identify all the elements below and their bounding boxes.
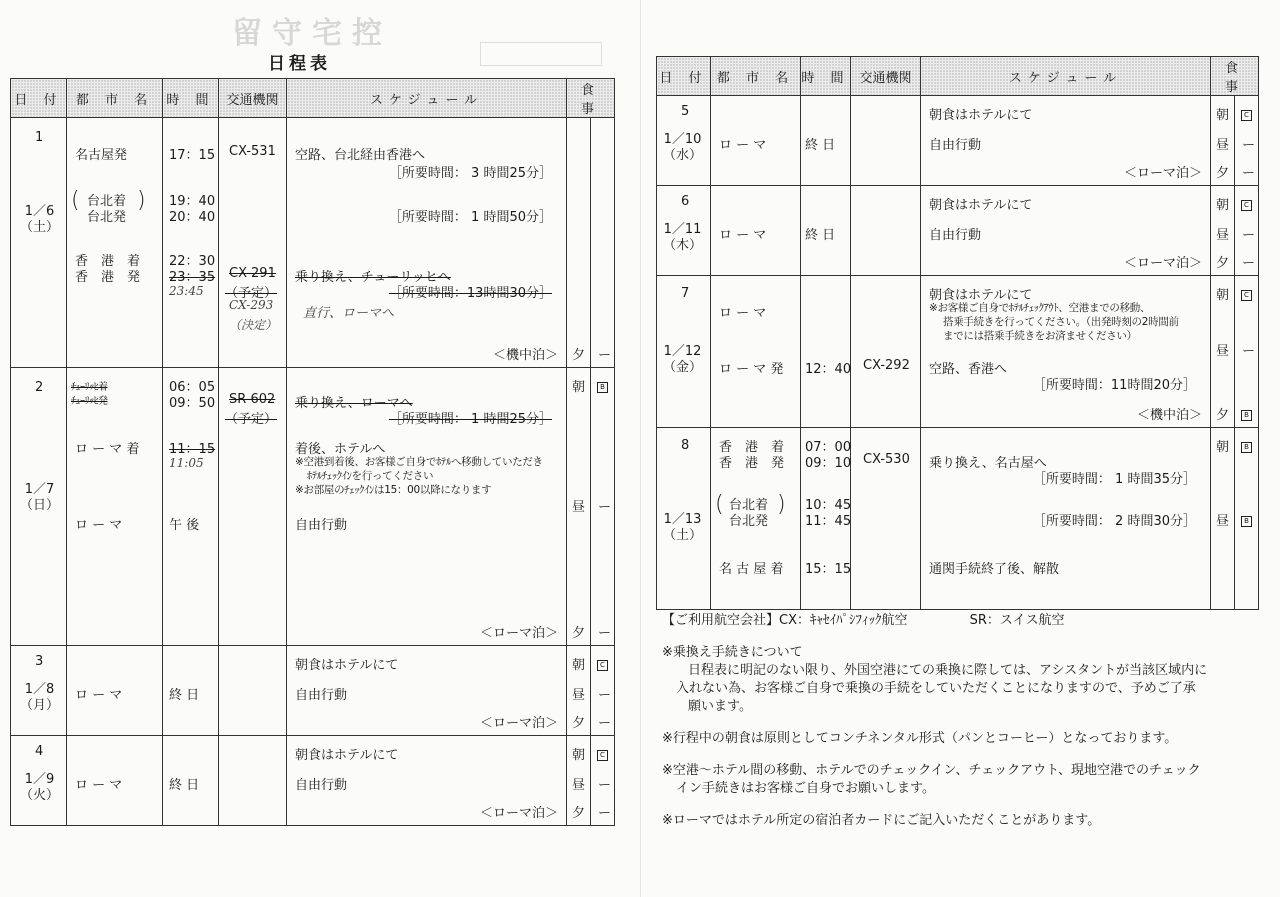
meal-box-icon: B: [1241, 442, 1252, 453]
city-depart: 名古屋発: [75, 148, 128, 163]
note-breakfast: ※行程中の朝食は原則としてコンチネンタル形式（パンとコーヒー）となっております。: [662, 731, 1178, 746]
meal-box-icon: B: [1241, 516, 1252, 527]
faded-box: [480, 42, 602, 66]
city-hk-arr: 香 港 着: [75, 254, 141, 269]
airlines-line: 【ご利用航空会社】CX：ｷｬｾｲﾊﾟｼﾌｨｯｸ航空 SR：スイス航空: [662, 613, 1065, 628]
itinerary-table-left: [10, 78, 615, 826]
day-row-5: 5 1／10 （水） ロ ー マ 終 日 朝食はホテルにて 自由行動 ＜ローマ泊＞ 朝 昼 夕 C ー ー: [657, 96, 1259, 186]
day-row-2: 2 1／7 （日） ﾁｭｰﾘｯﾋ着 ﾁｭｰﾘｯﾋ発 ロ ー マ 着 ロ ー マ 06：05 09：50 11：15 11:05 午 後 SR-602 （予定） 乗り換え、ローマへ ［所要時間： 1 時間25分］ 着後、ホテルへ ※空港到着後、お客様ご自身でﾎﾃﾙへ移動していただき ﾎﾃﾙﾁｪｯｸｲﾝを行ってください ※お部屋のﾁｪｯｸｲﾝは15：00以降になります 自由行動 ＜ローマ泊＞ 朝 昼 夕 B ー ー: [11, 368, 615, 646]
note-transfer-2: 入れない為、お客様ご自身で乗換の手続をしていただくことになりますので、予めご了承: [676, 681, 1196, 696]
meal-box-icon: C: [1241, 110, 1252, 121]
day-row-1: 1 1／6 （土） 名古屋発 ( 台北着 台北発 ) 香 港 着 香 港 発 17：15 19：40 20：40 22：30 23：35 23:45 CX-531 CX-291 （予定） CX-293 （決定） 空路、台北経由香港へ ［所要時間： 3 時間25分］ ［所要時間： 1 時間50分］ 乗り換え、チューリッヒへ ［所要時間：13時間30分］ 直行、ローマへ ＜機中泊＞ 夕 ー: [11, 118, 615, 368]
note-transfer-3: 願います。: [688, 699, 752, 714]
col-date: 日 付: [11, 79, 67, 118]
header-stamp: 留守宅控: [232, 16, 392, 51]
col-schedule: スケジュール: [287, 79, 567, 118]
note-transfer-title: ※乗換え手続きについて: [662, 645, 803, 660]
col-meal: 食 事: [567, 79, 615, 118]
stay-label: ＜ローマ泊＞: [479, 806, 558, 821]
note-transfer-1: 日程表に明記のない限り、外国空港にての乗換に際しては、アシスタントが当該区域内に: [688, 663, 1208, 678]
page-divider: [640, 0, 641, 897]
meal-box-icon: C: [1241, 290, 1252, 301]
city-hk-dep: 香 港 発: [75, 270, 141, 285]
meal-box-icon: C: [597, 750, 608, 761]
stay-label: ＜機中泊＞: [492, 348, 558, 363]
meal-box-icon: C: [1241, 200, 1252, 211]
note-checkin-1: ※空港～ホテル間の移動、ホテルでのチェックイン、チェックアウト、現地空港でのチェック: [662, 763, 1201, 778]
city-taipei-arr: 台北着: [87, 194, 127, 209]
stay-label: ＜ローマ泊＞: [1123, 166, 1202, 181]
meal-box-icon: B: [1241, 410, 1252, 421]
meal-box-icon: B: [597, 382, 608, 393]
page-title: 日程表: [268, 54, 331, 74]
day-row-6: 6 1／11 （木） ロ ー マ 終 日 朝食はホテルにて 自由行動 ＜ローマ泊＞ 朝 昼 夕 C ー ー: [657, 186, 1259, 276]
day-number: 1: [35, 130, 44, 145]
notes-block: [662, 644, 1207, 830]
meal-box-icon: C: [597, 660, 608, 671]
stay-label: ＜ローマ泊＞: [479, 716, 558, 731]
city-taipei-dep: 台北発: [87, 210, 127, 225]
day-row-3: 3 1／8 （月） ロ ー マ 終 日 朝食はホテルにて 自由行動 ＜ローマ泊＞ 朝 昼 夕 C ー ー: [11, 646, 615, 736]
itinerary-table-right: 日 付 都 市 名 時 間 交通機関 スケジュール 食 事 5 1／10 （水） ロ ー マ 終 日 朝食はホテルにて 自由行動 ＜ローマ泊＞ 朝 昼 夕 C ー ー 6 1／11 （木） ロ ー マ 終 日 朝食はホテルにて 自由行動 ＜ローマ泊＞ 朝 昼 夕 C ー ー 7 1／12 （金） ロ ー マ ロ ー マ 発 12：40 CX-292 朝食はホテルにて ※お客様ご自身でﾎﾃﾙﾁｪｯｸｱｳﾄ、空港までの移動、 搭乗手続きを行ってください。（出発時刻の2時間前 までには搭乗手続きをお済ませください） 空路、香港へ ［所要時間：11時間20分］ ＜機中泊＞ 朝 昼 夕 C ー B 8 1／13 （土） 香 港 着 香 港 発 ( 台北着 台北発 ) 名 古 屋 着 07：00 09：10 10：45 11：45 15：15 CX-530 乗り換え、名古屋へ ［所要時間： 1 時間35分］ ［所要時間： 2 時間30分］ 通関手続終了後、解散 朝 昼 B B: [656, 56, 1259, 610]
note-checkin-2: イン手続きはお客様ご自身でお願いします。: [676, 781, 935, 796]
col-transport: 交通機関: [219, 79, 287, 118]
note-rome-card: ※ローマではホテル所定の宿泊者カードにご記入いただくことがあります。: [662, 813, 1101, 828]
stay-label: ＜ローマ泊＞: [1123, 256, 1202, 271]
day-date: 1／6 （土）: [20, 204, 60, 235]
day-row-8: 8 1／13 （土） 香 港 着 香 港 発 ( 台北着 台北発 ) 名 古 屋 着 07：00 09：10 10：45 11：45 15：15 CX-530 乗り換え、名古屋へ ［所要時間： 1 時間35分］ ［所要時間： 2 時間30分］ 通関手続終了後、解散 朝 昼 B B: [657, 428, 1259, 610]
col-time: 時 間: [163, 79, 219, 118]
stay-label: ＜機中泊＞: [1136, 408, 1202, 423]
col-city: 都 市 名: [67, 79, 163, 118]
stay-label: ＜ローマ泊＞: [479, 626, 558, 641]
day-row-4: 4 1／9 （火） ロ ー マ 終 日 朝食はホテルにて 自由行動 ＜ローマ泊＞ 朝 昼 夕 C ー ー: [11, 736, 615, 826]
day-row-7: 7 1／12 （金） ロ ー マ ロ ー マ 発 12：40 CX-292 朝食はホテルにて ※お客様ご自身でﾎﾃﾙﾁｪｯｸｱｳﾄ、空港までの移動、 搭乗手続きを行ってください。（出発時刻の2時間前 までには搭乗手続きをお済ませください） 空路、香港へ ［所要時間：11時間20分］ ＜機中泊＞ 朝 昼 夕 C ー B: [657, 276, 1259, 428]
